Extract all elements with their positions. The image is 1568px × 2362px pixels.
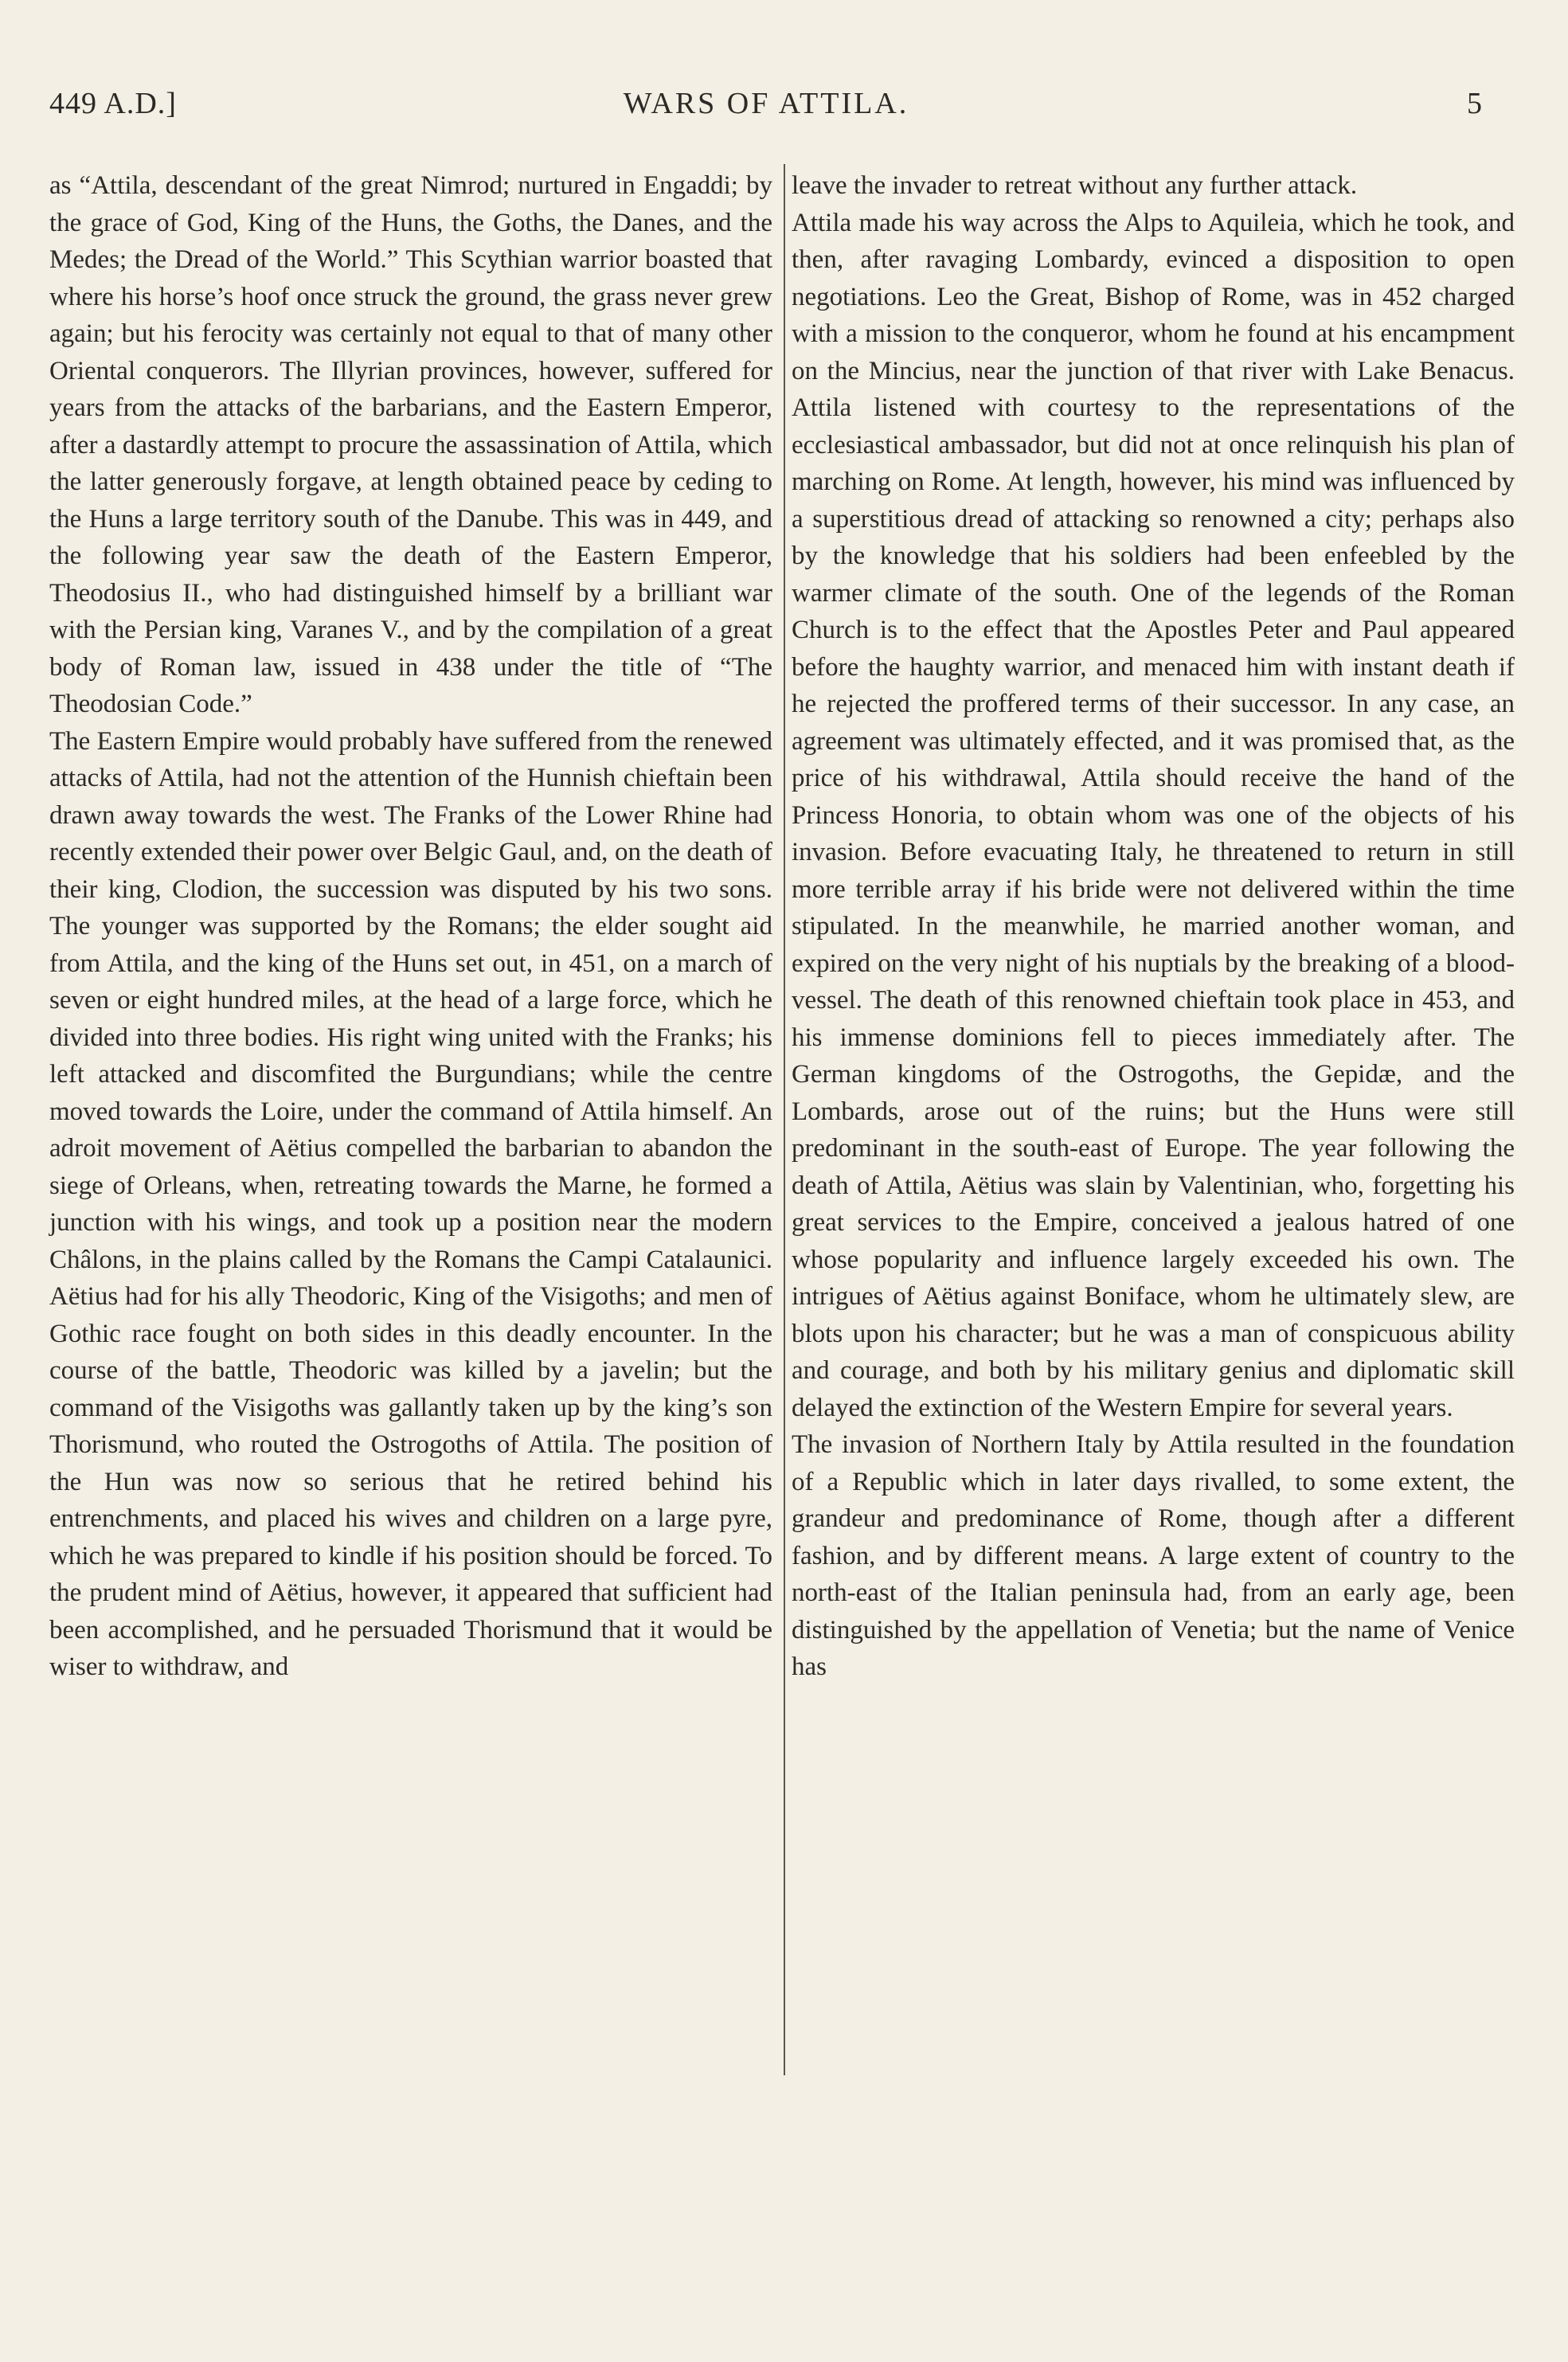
header-date: 449 A.D.] bbox=[49, 87, 177, 120]
paragraph: as “Attila, descendant of the great Nimrod; nurtured in Engaddi; by the grace of God, King of the Huns, the Goths, the Danes, and the Medes; the Dread of the World.” This Scythian warrior boasted that where his horse’s hoof once struck the ground, the grass never grew again; but his ferocity was certainly not equal to that of many other Oriental conquerors. The Illyrian provinces, however, suffered for years from the attacks of the barbarians, and the Eastern Emperor, after a dastardly attempt to procure the assassination of Attila, which the latter generously forgave, at length obtained peace by ceding to the Huns a large territory south of the Danube. This was in 449, and the following year saw the death of the Eastern Emperor, Theodosius II., who had distinguished himself by a brilliant war with the Persian king, Varanes V., and by the compilation of a great body of Roman law, issued in 438 under the title of “The Theodosian Code.” bbox=[49, 171, 772, 718]
page-number: 5 bbox=[1467, 87, 1483, 120]
running-header bbox=[49, 86, 1483, 134]
paragraph: leave the invader to retreat without any further attack. bbox=[792, 171, 1358, 200]
paragraph: Attila made his way across the Alps to Aquileia, which he took, and then, after ravaging Lombardy, evinced a disposition to open negotiations. Leo the Great, Bishop of Rome, was in 452 charged with a mission to the conqueror, whom he found at his encampment on the Mincius, near the junction of that river with Lake Benacus. Attila listened with courtesy to the representations of the ecclesiastical ambassador, but did not at once relinquish his plan of marching on Rome. At length, however, his mind was influenced by a superstitious dread of attacking so renowned a city; perhaps also by the knowledge that his soldiers had been enfeebled by the warmer climate of the south. One of the legends of the Roman Church is to the effect that the Apostles Peter and Paul appeared before the haughty warrior, and menaced him with instant death if he rejected the proffered terms of their successor. In any case, an agreement was ultimately effected, and it was promised that, as the price of his withdrawal, Attila should receive the hand of the Princess Honoria, to obtain whom was one of the objects of his invasion. Before evacuating Italy, he threatened to return in still more terrible array if his bride were not delivered within the time stipulated. In the meanwhile, he married another woman, and expired on the very night of his nuptials by the breaking of a blood-vessel. The death of this renowned chieftain took place in 453, and his immense dominions fell to pieces immediately after. The German kingdoms of the Ostrogoths, the Gepidæ, and the Lombards, arose out of the ruins; but the Huns were still predominant in the south-east of Europe. The year following the death of Attila, Aëtius was slain by Valentinian, who, forgetting his great services to the Empire, conceived a jealous hatred of one whose popularity and influence largely exceeded his own. The intrigues of Aëtius against Boniface, whom he ultimately slew, are blots upon his character; but he was a man of conspicuous ability and courage, and both by his military genius and diplomatic skill delayed the extinction of the Western Empire for several years. bbox=[792, 208, 1515, 1422]
column-divider bbox=[784, 164, 785, 2075]
header-title: WARS OF ATTILA. bbox=[623, 87, 909, 120]
right-column bbox=[792, 167, 1515, 1686]
left-column bbox=[49, 167, 772, 1686]
paragraph: The invasion of Northern Italy by Attila resulted in the foundation of a Republic which in later days rivalled, to some extent, the grandeur and predominance of Rome, though after a different fashion, and by different means. A large extent of country to the north-east of the Italian peninsula had, from an early age, been distinguished by the appellation of Venetia; but the name of Venice has bbox=[792, 1430, 1515, 1681]
paragraph: The Eastern Empire would probably have suffered from the renewed attacks of Attila, had not the attention of the Hunnish chieftain been drawn away towards the west. The Franks of the Lower Rhine had recently extended their power over Belgic Gaul, and, on the death of their king, Clodion, the succession was disputed by his two sons. The younger was supported by the Romans; the elder sought aid from Attila, and the king of the Huns set out, in 451, on a march of seven or eight hundred miles, at the head of a large force, which he divided into three bodies. His right wing united with the Franks; his left attacked and discomfited the Burgundians; while the centre moved towards the Loire, under the command of Attila himself. An adroit movement of Aëtius compelled the barbarian to abandon the siege of Orleans, when, retreating towards the Marne, he formed a junction with his wings, and took up a position near the modern Châlons, in the plains called by the Romans the Campi Catalaunici. Aëtius had for his ally Theodoric, King of the Visigoths; and men of Gothic race fought on both sides in this deadly encounter. In the course of the battle, Theodoric was killed by a javelin; but the command of the Visigoths was gallantly taken up by the king’s son Thorismund, who routed the Ostrogoths of Attila. The position of the Hun was now so serious that he retired behind his entrenchments, and placed his wives and children on a large pyre, which he was prepared to kindle if his position should be forced. To the prudent mind of Aëtius, however, it appeared that sufficient had been accomplished, and he persuaded Thorismund that it would be wiser to withdraw, and bbox=[49, 726, 772, 1681]
